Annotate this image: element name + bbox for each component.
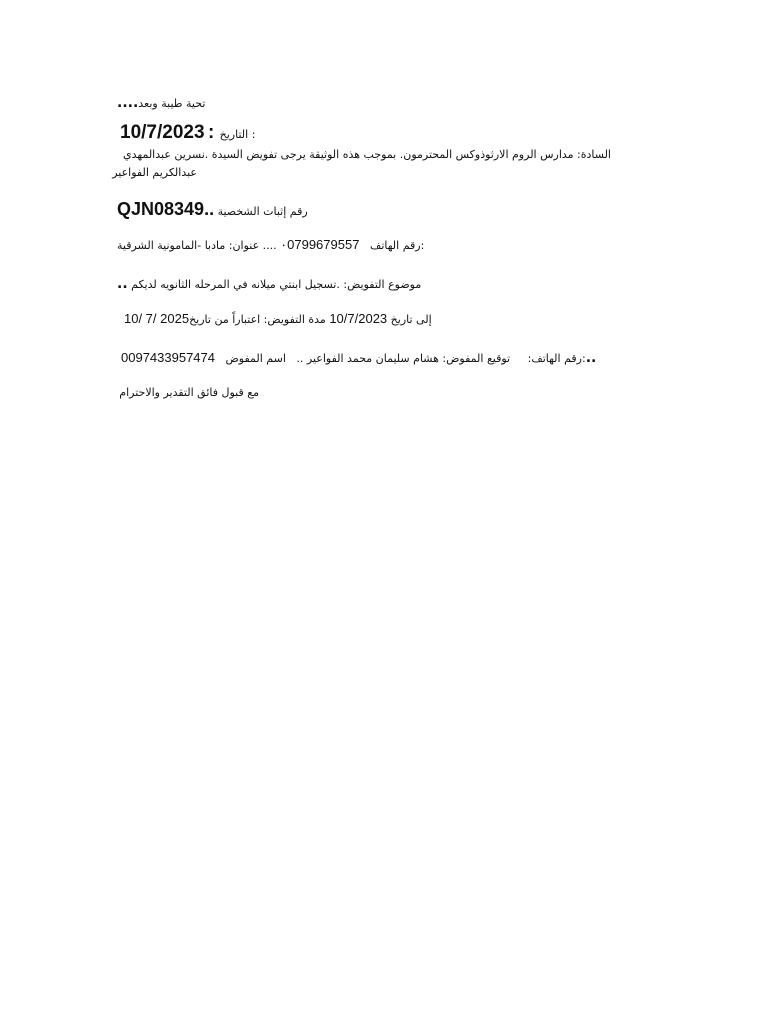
- id-label: رقم إثبات الشخصية: [217, 205, 308, 218]
- signature-label: توقيع المفوض:: [442, 352, 511, 365]
- delegate-name: هشام سليمان محمد الفواعير ..: [296, 352, 439, 365]
- subject-text: موضوع التفويض: .تسجيل ابنتي ميلانه في المرحله الثانويه لديكم: [131, 278, 422, 291]
- closing-line: مع قبول فائق التقدير والاحترام: [119, 386, 259, 399]
- delegate-phone-value: 0097433957474: [121, 350, 215, 365]
- greeting-line: [117, 96, 205, 111]
- period-to-label: إلى تاريخ: [390, 313, 432, 326]
- date-value: 10/7/2023: [120, 122, 205, 143]
- period-label: مدة التفويض: اعتباراً من تاريخ: [189, 313, 326, 326]
- greeting-text: تحية طيبة وبعد: [138, 97, 206, 110]
- addressee-line-2: عبدالكريم الفواعير: [112, 166, 197, 179]
- date-label: التاريخ :: [219, 128, 256, 141]
- period-to: 10/ 7/ 2025: [124, 311, 190, 326]
- id-line: [117, 197, 308, 224]
- greeting-dots: ....: [117, 95, 139, 111]
- phone-label: رقم الهاتف:: [369, 239, 425, 252]
- subject-dots: ..: [117, 276, 128, 292]
- date-line: 10/7/2023 : التاريخ :: [120, 122, 256, 143]
- delegate-dots: ..: [585, 350, 597, 366]
- phone-address-line: [117, 237, 424, 254]
- addressee-line-1: السادة: مدارس الروم الارثوذوكس المحترمون. بموجب هذه الوثيقة يرجى تفويض السيدة .نسرين عبدالمهدي: [123, 148, 611, 161]
- subject-line: [117, 276, 421, 293]
- address-text: .... عنوان: مادبا -المامونية الشرقية: [117, 239, 277, 252]
- delegate-phone-label: رقم الهاتف:: [527, 352, 582, 365]
- delegate-line: [121, 350, 596, 367]
- phone-prefix: ٠: [280, 237, 288, 252]
- phone-value: 0799679557: [287, 237, 360, 252]
- id-value: QJN08349..: [117, 199, 215, 219]
- period-line: [124, 311, 432, 328]
- delegate-label: اسم المفوض:: [225, 352, 586, 365]
- period-from: 10/7/2023: [329, 311, 388, 326]
